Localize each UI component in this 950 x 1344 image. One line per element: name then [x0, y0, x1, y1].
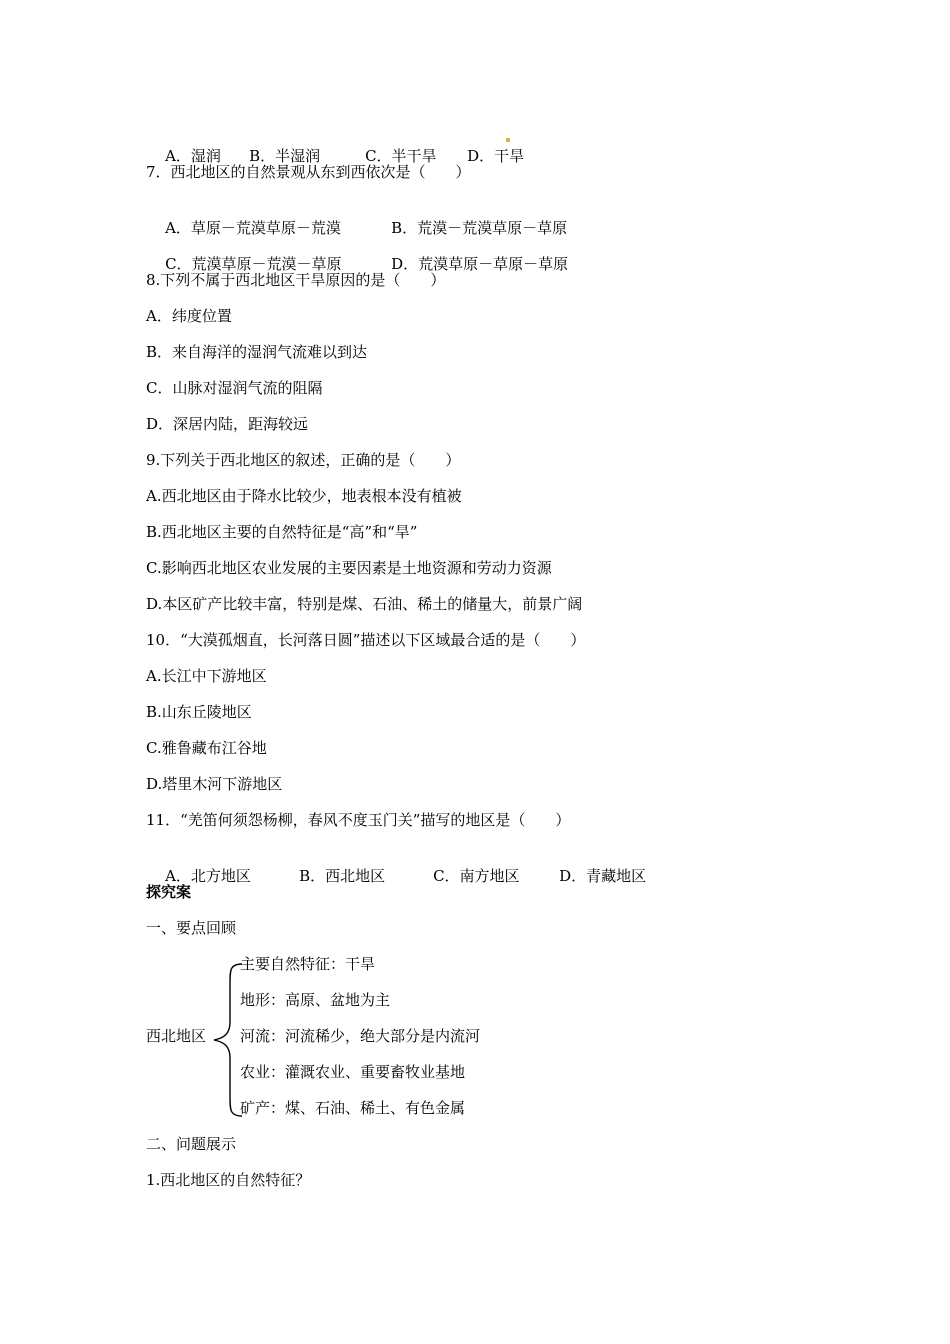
q8-option-a: A．纬度位置: [146, 307, 232, 325]
q8-option-d: D．深居内陆，距海较远: [146, 415, 309, 433]
q10-option-d: D.塔里木河下游地区: [146, 775, 283, 793]
q9-stem: 9.下列关于西北地区的叙述，正确的是（ ）: [146, 451, 461, 469]
questions-q1: 1.西北地区的自然特征？: [146, 1171, 311, 1189]
q10-option-a: A.长江中下游地区: [146, 667, 267, 685]
left-brace-icon: [210, 960, 244, 1120]
review-root-label: 西北地区: [146, 1027, 207, 1045]
cursor-mark: [506, 138, 510, 142]
q7-option-c: C．荒漠草原－荒漠－草原: [165, 255, 342, 273]
q10-option-b: B.山东丘陵地区: [146, 703, 252, 721]
q10-stem: 10．“大漠孤烟直，长河落日圆”描述以下区域最合适的是（ ）: [146, 631, 586, 649]
q6-option-b: B．半湿润: [249, 147, 321, 165]
q7-stem: 7．西北地区的自然景观从东到西依次是（ ）: [146, 163, 471, 181]
q9-option-b: B.西北地区主要的自然特征是“高”和“旱”: [146, 523, 418, 541]
review-item-feature: 主要自然特征：干旱: [240, 955, 376, 973]
q11-option-c: C．南方地区: [433, 867, 520, 885]
q11-option-a: A．北方地区: [165, 867, 251, 885]
q9-option-d: D.本区矿产比较丰富，特别是煤、石油、稀土的储量大，前景广阔: [146, 595, 583, 613]
q9-option-a: A.西北地区由于降水比较少，地表根本没有植被: [146, 487, 462, 505]
section-title: 探究案: [146, 883, 192, 901]
q7-option-a: A．草原－荒漠草原－荒漠: [165, 219, 341, 237]
review-item-minerals: 矿产：煤、石油、稀土、有色金属: [240, 1099, 466, 1117]
q8-stem: 8.下列不属于西北地区干旱原因的是（ ）: [146, 271, 446, 289]
q11-options-row: [146, 846, 646, 906]
q8-option-b: B．来自海洋的湿润气流难以到达: [146, 343, 368, 361]
review-item-rivers: 河流：河流稀少，绝大部分是内流河: [240, 1027, 481, 1045]
q6-option-a: A．湿润: [165, 147, 221, 165]
q11-option-b: B．西北地区: [299, 867, 386, 885]
q8-option-c: C．山脉对湿润气流的阻隔: [146, 379, 323, 397]
q9-option-c: C.影响西北地区农业发展的主要因素是土地资源和劳动力资源: [146, 559, 552, 577]
q11-option-d: D．青藏地区: [559, 867, 647, 885]
questions-title: 二、问题展示: [146, 1135, 237, 1153]
q7-option-b: B．荒漠－荒漠草原－草原: [391, 219, 568, 237]
q7-option-d: D．荒漠草原－草原－草原: [391, 255, 569, 273]
q11-stem: 11．“羌笛何须怨杨柳，春风不度玉门关”描写的地区是（ ）: [146, 811, 571, 829]
q10-option-c: C.雅鲁藏布江谷地: [146, 739, 267, 757]
q6-option-d: D．干旱: [467, 147, 525, 165]
review-title: 一、要点回顾: [146, 919, 237, 937]
review-item-agriculture: 农业：灌溉农业、重要畜牧业基地: [240, 1063, 466, 1081]
q6-option-c: C．半干旱: [365, 147, 437, 165]
review-item-terrain: 地形：高原、盆地为主: [240, 991, 391, 1009]
